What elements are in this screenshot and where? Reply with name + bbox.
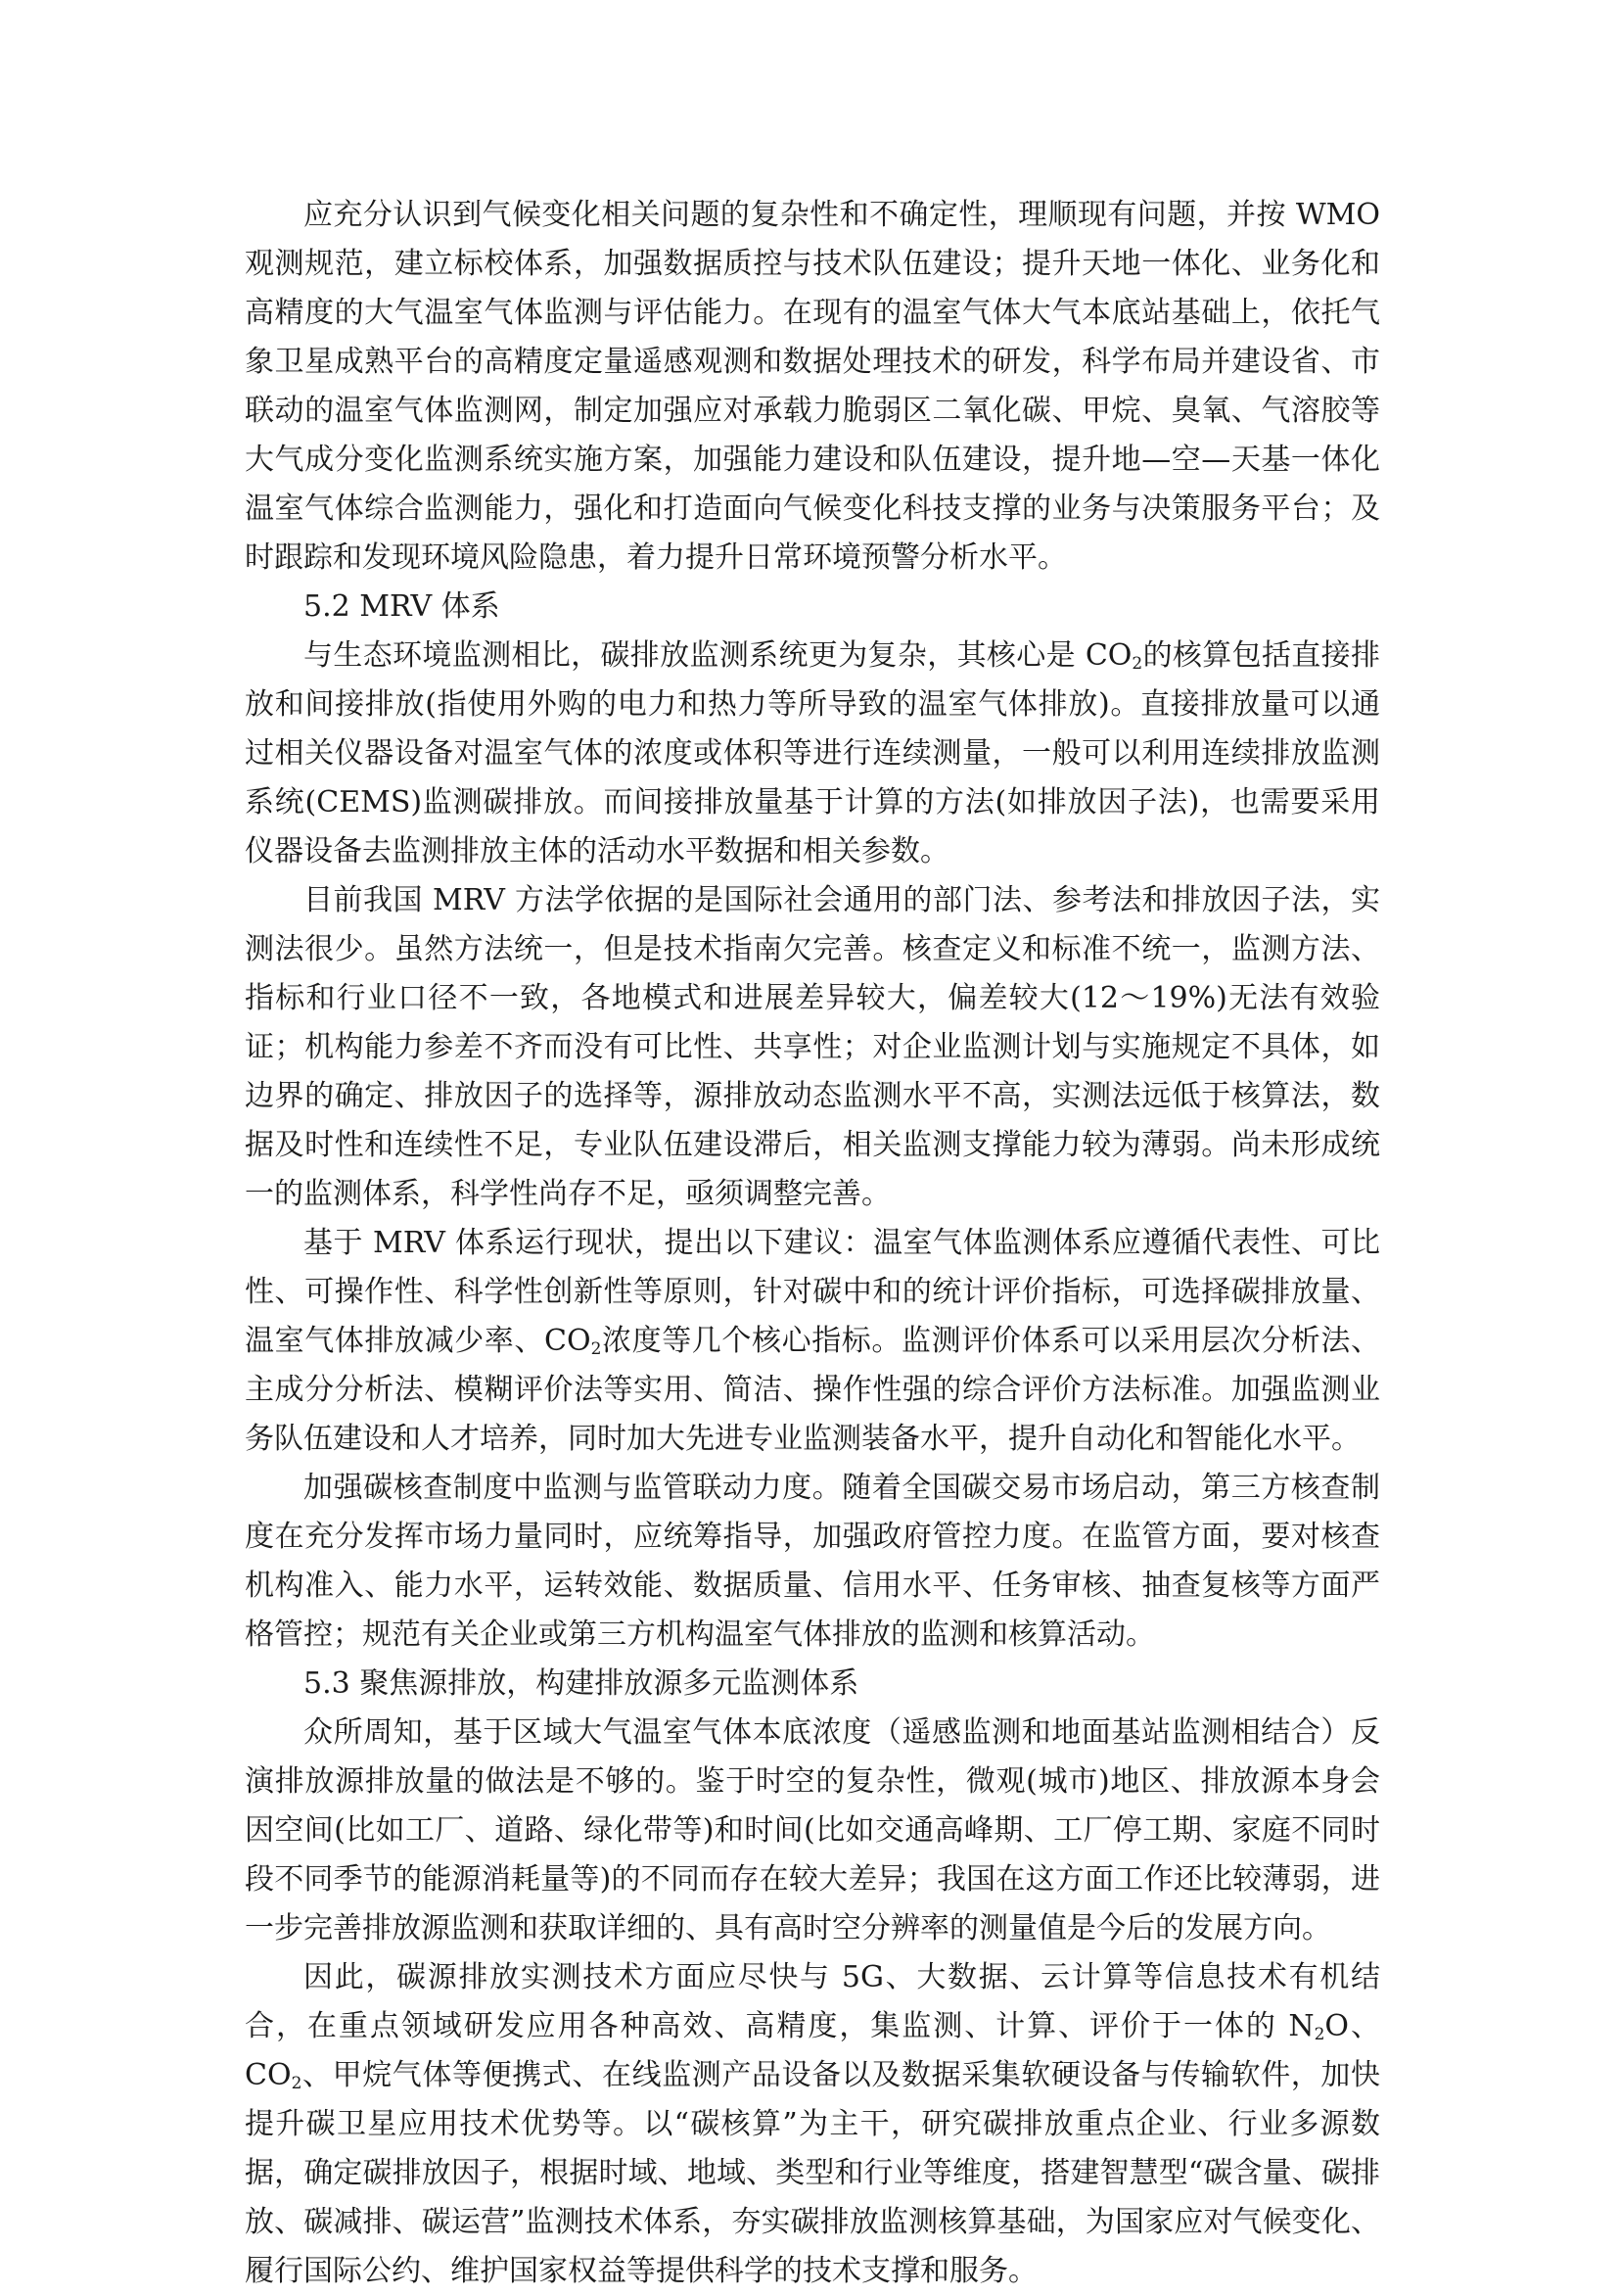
paragraph-measurement-technology: 因此，碳源排放实测技术方面应尽快与 5G、大数据、云计算等信息技术有机结合，在重点领域研发应用各种高效、高精度，集监测、计算、评价于一体的 $N_2O$、$CO_2$、甲烷气体等便携式、在线监测产品设备以及数据采集软硬设备与传输软件，加快提升碳卫星应用技术优势等。以“碳核算”为主干，研究碳排放重点企业、行业多源数据，确定碳排放因子，根据时域、地域、类型和行业等维度，搭建智慧型“碳含量、碳排放、碳减排、碳运营”监测技术体系，夯实碳排放监测核算基础，为国家应对气候变化、履行国际公约、维护国家权益等提供科学的技术支撑和服务。 [245, 1960, 1380, 2288]
paragraph-climate-monitoring: 应充分认识到气候变化相关问题的复杂性和不确定性，理顺现有问题，并按 WMO 观测规范，建立标校体系，加强数据质控与技术队伍建设；提升天地一体化、业务化和高精度的大气温室气体监测与评估能力。在现有的温室气体大气本底站基础上，依托气象卫星成熟平台的高精度定量遥感观测和数据处理技术的研发，科学布局并建设省、市联动的温室气体监测网，制定加强应对承载力脆弱区二氧化碳、甲烷、臭氧、气溶胶等大气成分变化监测系统实施方案，加强能力建设和队伍建设，提升地—空—天基一体化温室气体综合监测能力，强化和打造面向气候变化科技支撑的业务与决策服务平台；及时跟踪和发现环境风险隐患，着力提升日常环境预警分析水平。 [245, 198, 1380, 575]
section-heading-5-2: 5.2 MRV 体系 [303, 589, 500, 624]
paragraph-source-emission: 众所周知，基于区域大气温室气体本底浓度（遥感监测和地面基站监测相结合）反演排放源排放量的做法是不够的。鉴于时空的复杂性，微观(城市)地区、排放源本身会因空间(比如工厂、道路、绿化带等)和时间(比如交通高峰期、工厂停工期、家庭不同时段不同季节的能源消耗量等)的不同而存在较大差异；我国在这方面工作还比较薄弱，进一步完善排放源监测和获取详细的、具有高时空分辨率的测量值是今后的发展方向。 [245, 1715, 1380, 1945]
paragraph-mrv-suggestions: 基于 MRV 体系运行现状，提出以下建议：温室气体监测体系应遵循代表性、可比性、可操作性、科学性创新性等原则，针对碳中和的统计评价指标，可选择碳排放量、温室气体排放减少率、$CO_2$浓度等几个核心指标。监测评价体系可以采用层次分析法、主成分分析法、模糊评价法等实用、简洁、操作性强的综合评价方法标准。加强监测业务队伍建设和人才培养，同时加大先进专业监测装备水平，提升自动化和智能化水平。 [245, 1226, 1380, 1456]
paragraph-carbon-verification: 加强碳核查制度中监测与监管联动力度。随着全国碳交易市场启动，第三方核查制度在充分发挥市场力量同时，应统筹指导，加强政府管控力度。在监管方面，要对核查机构准入、能力水平，运转效能、数据质量、信用水平、任务审核、抽查复核等方面严格管控；规范有关企业或第三方机构温室气体排放的监测和核算活动。 [245, 1471, 1380, 1652]
paragraph-mrv-intro: 与生态环境监测相比，碳排放监测系统更为复杂，其核心是 $CO_2$的核算包括直接排放和间接排放(指使用外购的电力和热力等所导致的温室气体排放)。直接排放量可以通过相关仪器设备对温室气体的浓度或体积等进行连续测量，一般可以利用连续排放监测系统(CEMS)监测碳排放。而间接排放量基于计算的方法(如排放因子法)，也需要采用仪器设备去监测排放主体的活动水平数据和相关参数。 [245, 638, 1380, 868]
section-heading-5-3: 5.3 聚焦源排放，构建排放源多元监测体系 [303, 1666, 859, 1701]
document-body [245, 191, 1380, 2296]
paragraph-mrv-methods: 目前我国 MRV 方法学依据的是国际社会通用的部门法、参考法和排放因子法，实测法很少。虽然方法统一，但是技术指南欠完善。核查定义和标准不统一，监测方法、指标和行业口径不一致，各地模式和进展差异较大，偏差较大(12～19%)无法有效验证；机构能力参差不齐而没有可比性、共享性；对企业监测计划与实施规定不具体，如边界的确定、排放因子的选择等，源排放动态监测水平不高，实测法远低于核算法，数据及时性和连续性不足，专业队伍建设滞后，相关监测支撑能力较为薄弱。尚未形成统一的监测体系，科学性尚存不足，亟须调整完善。 [245, 883, 1380, 1211]
